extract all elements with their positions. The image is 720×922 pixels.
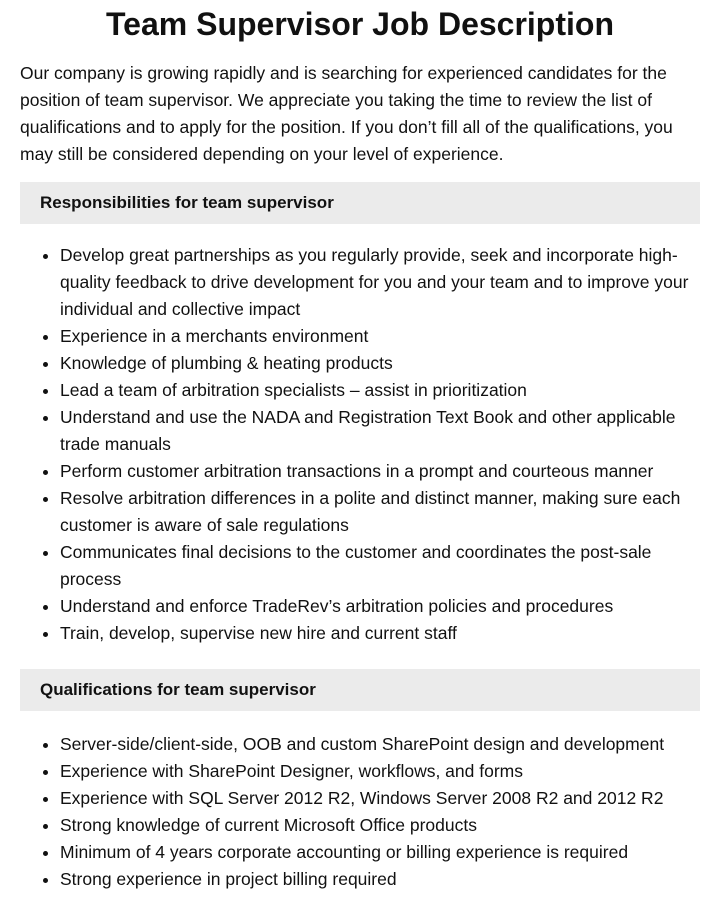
list-item: • Understand and use the NADA and Registration Text Book and other applicable trade manuals bbox=[60, 404, 700, 458]
list-item: • Resolve arbitration differences in a polite and distinct manner, making sure each customer is aware of sale regulations bbox=[60, 485, 700, 539]
list-item: • Experience with SharePoint Designer, workflows, and forms bbox=[60, 758, 700, 785]
responsibilities-list bbox=[20, 242, 700, 647]
qualifications-heading: Qualifications for team supervisor bbox=[20, 669, 700, 711]
qualifications-list bbox=[20, 731, 700, 893]
list-item: • Knowledge of plumbing & heating products bbox=[60, 350, 700, 377]
list-item: • Train, develop, supervise new hire and current staff bbox=[60, 620, 700, 647]
list-item: • Strong knowledge of current Microsoft Office products bbox=[60, 812, 700, 839]
list-item: • Communicates final decisions to the customer and coordinates the post-sale process bbox=[60, 539, 700, 593]
list-item: • Strong experience in project billing required bbox=[60, 866, 700, 893]
list-item: • Develop great partnerships as you regularly provide, seek and incorporate high-quality feedback to drive development for you and your team and to improve your individual and collective impact bbox=[60, 242, 700, 323]
list-item: • Experience in a merchants environment bbox=[60, 323, 700, 350]
list-item: • Server-side/client-side, OOB and custom SharePoint design and development bbox=[60, 731, 700, 758]
list-item: • Understand and enforce TradeRev’s arbitration policies and procedures bbox=[60, 593, 700, 620]
responsibilities-heading: Responsibilities for team supervisor bbox=[20, 182, 700, 224]
list-item: • Minimum of 4 years corporate accounting or billing experience is required bbox=[60, 839, 700, 866]
page-title: Team Supervisor Job Description bbox=[106, 6, 614, 42]
list-item: • Perform customer arbitration transactions in a prompt and courteous manner bbox=[60, 458, 700, 485]
list-item: • Experience with SQL Server 2012 R2, Windows Server 2008 R2 and 2012 R2 bbox=[60, 785, 700, 812]
intro-paragraph: Our company is growing rapidly and is searching for experienced candidates for the position of team supervisor. We appreciate you taking the time to review the list of qualifications and to apply for the position. If you don’t fill all of the qualifications, you may still be considered depending on your level of experience. bbox=[20, 63, 673, 164]
list-item: • Lead a team of arbitration specialists – assist in prioritization bbox=[60, 377, 700, 404]
